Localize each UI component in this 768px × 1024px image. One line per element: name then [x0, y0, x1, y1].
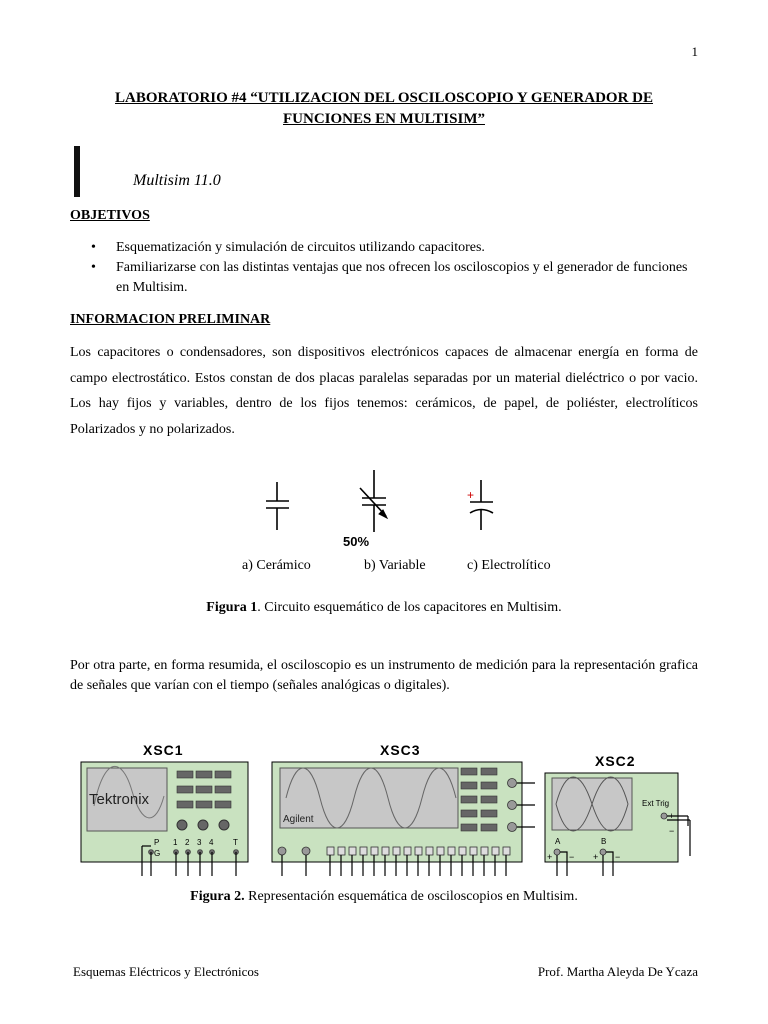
xsc1-trigger: T — [233, 838, 238, 847]
figure1-caption-text: . Circuito esquemático de los capacitores en Multisim. — [257, 600, 562, 615]
variable-value-label: 50% — [343, 534, 370, 549]
figure2-caption-text: Representación esquemática de osciloscopios en Multisim. — [244, 889, 578, 904]
figure1-caption-label: Figura 1 — [206, 600, 258, 615]
xsc2-b-minus: − — [615, 852, 621, 862]
xsc1-channel-4: 4 — [209, 838, 214, 847]
xsc2-channel-a: A — [555, 837, 561, 846]
logo-bar — [74, 146, 80, 197]
oscilloscope-paragraph: Por otra parte, en forma resumida, el osciloscopio es un instrumento de medición para la representación grafica de señales que varían con el tiempo (señales analógicas o digitales). — [70, 658, 698, 693]
xsc2-label: XSC2 — [595, 753, 636, 769]
capacitor-paragraph: Los capacitores o condensadores, son dispositivos electrónicos capaces de almacenar energía en forma de campo electrostático. Estos constan de dos placas paralelas separadas por un material dieléctrico o por vacio. Los hay fijos y variables, dentro de los fijos tenemos: cerámicos, de papel, de poliéster, electrolíticos Polarizados y no polarizados. — [70, 345, 698, 437]
polarity-plus-label: + — [467, 488, 475, 502]
capacitor-symbols-figure — [230, 466, 570, 556]
preliminary-heading: INFORMACION PRELIMINAR — [70, 312, 271, 327]
xsc1-pin-p: P — [154, 838, 160, 847]
variable-capacitor-symbol — [360, 470, 387, 532]
xsc2-a-plus: + — [547, 852, 553, 862]
xsc3-oscilloscope — [272, 762, 535, 876]
objectives-list — [70, 238, 698, 298]
document-title: LABORATORIO #4 “UTILIZACION DEL OSCILOSCOPIO Y GENERADOR DE FUNCIONES EN MULTISIM” — [114, 90, 653, 127]
ceramic-capacitor-symbol — [266, 482, 289, 530]
page-number: 1 — [691, 44, 698, 59]
xsc2-ext-plus: + — [669, 811, 675, 821]
xsc2-ext-minus: − — [669, 826, 675, 836]
xsc3-brand-label: Agilent — [283, 814, 314, 825]
xsc1-label: XSC1 — [143, 742, 184, 758]
figure2-caption — [0, 889, 768, 905]
figure1-caption — [0, 600, 768, 616]
xsc1-oscilloscope — [81, 762, 248, 876]
xsc1-brand-label: Tektronix — [89, 791, 150, 808]
xsc2-a-minus: − — [569, 852, 575, 862]
xsc2-b-plus: + — [593, 852, 599, 862]
xsc2-oscilloscope — [545, 773, 690, 876]
xsc2-channel-b: B — [601, 837, 607, 846]
oscilloscopes-figure — [70, 736, 710, 878]
xsc1-channel-1: 1 — [173, 838, 178, 847]
figure2-caption-label: Figura 2. — [190, 889, 245, 904]
xsc2-ext-trig-label: Ext Trig — [642, 799, 670, 808]
xsc3-label: XSC3 — [380, 742, 421, 758]
footer-author: Prof. Martha Aleyda De Ycaza — [537, 964, 698, 979]
caption-variable: b) Variable — [364, 558, 426, 573]
list-item: • Esquematización y simulación de circuitos utilizando capacitores. — [70, 238, 698, 258]
xsc1-channel-2: 2 — [185, 838, 190, 847]
software-subtitle: Multisim 11.0 — [133, 172, 221, 189]
footer-course: Esquemas Eléctricos y Electrónicos — [73, 964, 259, 979]
objectives-heading: OBJETIVOS — [70, 208, 150, 223]
xsc1-channel-3: 3 — [197, 838, 202, 847]
caption-electrolytic: c) Electrolítico — [467, 558, 551, 573]
xsc1-pin-g: G — [154, 849, 161, 858]
list-item: • Familiarizarse con las distintas ventajas que nos ofrecen los osciloscopios y el generador de funciones en Multisim. — [70, 258, 698, 298]
caption-ceramic: a) Cerámico — [242, 558, 311, 573]
